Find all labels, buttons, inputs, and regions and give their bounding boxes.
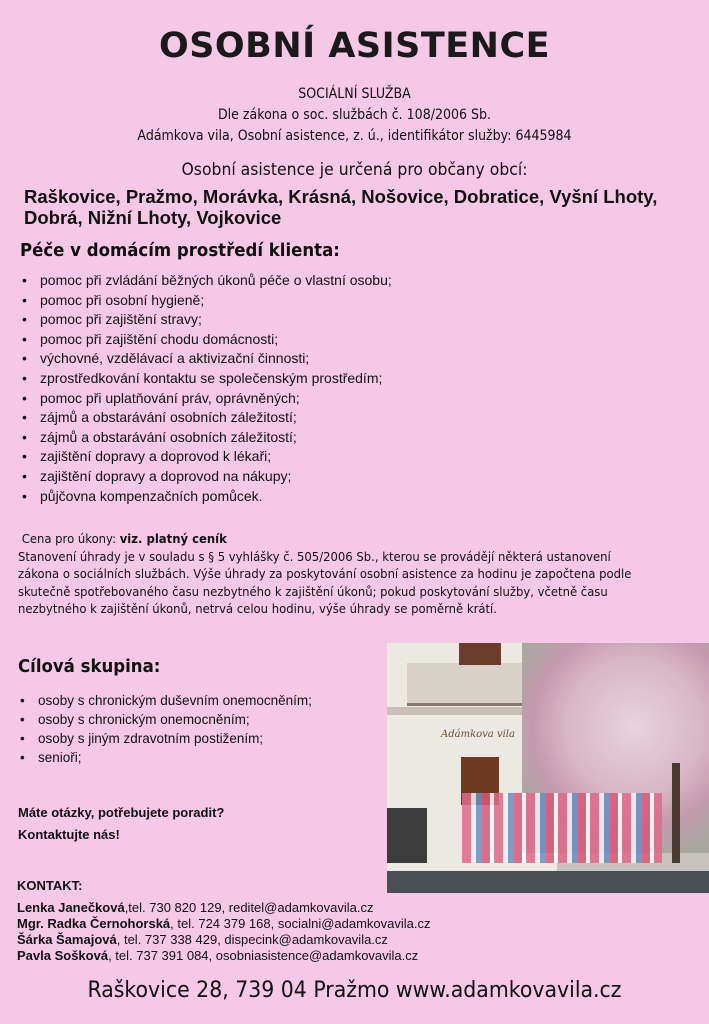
- contact-row: [17, 948, 431, 964]
- contact-name: Lenka Janečková: [17, 900, 125, 915]
- law-reference: Dle zákona o soc. službách č. 108/2006 Sb.: [217, 107, 492, 123]
- contact-section: [17, 878, 431, 964]
- list-item: • pomoc při uplatňování práv, oprávněných;: [20, 389, 392, 409]
- building-photo: [387, 643, 709, 893]
- questions-line: Máte otázky, potřebujete poradit?: [18, 805, 225, 820]
- target-list: [18, 691, 312, 767]
- list-item: • pomoc při zajištění stravy;: [20, 310, 392, 330]
- list-item: • pomoc při osobní hygieně;: [20, 291, 392, 311]
- list-item: • zajištění dopravy a doprovod k lékaři;: [20, 447, 392, 467]
- list-item: • senioři;: [18, 748, 312, 767]
- list-item: • zájmů a obstarávání osobních záležitostí;: [20, 408, 392, 428]
- price-label: Cena pro úkony:: [21, 531, 120, 546]
- photo-sign: Adámkova vila: [441, 729, 515, 740]
- list-item: • výchovné, vzdělávací a aktivizační činnosti;: [20, 349, 392, 369]
- contact-details: ,tel. 730 820 129, reditel@adamkovavila.cz: [124, 900, 374, 915]
- intro-text: Osobní asistence je určená pro občany obcí:: [181, 160, 528, 180]
- list-item: • pomoc při zajištění chodu domácnosti;: [20, 330, 392, 350]
- list-item: • zajištění dopravy a doprovod na nákupy;: [20, 467, 392, 487]
- contact-us: Kontaktujte nás!: [18, 827, 120, 842]
- contact-name: Pavla Sošková: [17, 948, 109, 963]
- price-value: viz. platný ceník: [119, 531, 227, 546]
- contact-details: , tel. 737 338 429, dispecink@adamkovavila.cz: [116, 932, 388, 947]
- contact-row: [17, 932, 431, 948]
- price-text: Stanovení úhrady je v souladu s § 5 vyhlášky č. 505/2006 Sb., kterou se provádějí některá ustanovení zákona o sociálních službách. Výše úhrady za poskytování osobní asistence za hodinu je započtena podle skutečně spotřebovaného času nezbytného k zajištění úkonů; pokud poskytování služby, včetně času nezbytného k zajištění úkonů, netrvá celou hodinu, výše úhrady se poměrně krátí.: [18, 548, 632, 616]
- care-list: [20, 271, 392, 506]
- towns-line: Raškovice, Pražmo, Morávka, Krásná, Nošovice, Dobratice, Vyšní Lhoty,: [24, 186, 658, 207]
- list-item: • osoby s chronickým onemocněním;: [18, 710, 312, 729]
- contact-row: [17, 916, 431, 932]
- questions: [18, 802, 224, 846]
- footer-address: Raškovice 28, 739 04 Pražmo www.adamkovavila.cz: [87, 978, 622, 1003]
- service-type: SOCIÁLNÍ SLUŽBA: [298, 86, 411, 102]
- provider-info: Adámkova vila, Osobní asistence, z. ú., identifikátor služby: 6445984: [137, 128, 572, 144]
- towns-list: [24, 186, 704, 228]
- list-item: • pomoc při zvládání běžných úkonů péče o vlastní osobu;: [20, 271, 392, 291]
- target-section: [18, 656, 312, 767]
- care-section: [20, 240, 392, 506]
- contact-name: Mgr. Radka Černohorská: [17, 916, 171, 931]
- list-item: • zájmů a obstarávání osobních záležitostí;: [20, 428, 392, 448]
- list-item: • zprostředkování kontaktu se společenským prostředím;: [20, 369, 392, 389]
- care-heading: Péče v domácím prostředí klienta:: [20, 240, 340, 261]
- list-item: • osoby s chronickým duševním onemocněním;: [18, 691, 312, 710]
- list-item: • osoby s jiným zdravotním postižením;: [18, 729, 312, 748]
- list-item: • půjčovna kompenzačních pomůcek.: [20, 487, 392, 507]
- contact-name: Šárka Šamajová: [17, 932, 117, 947]
- contact-row: [17, 900, 431, 916]
- price-section: [18, 530, 650, 618]
- towns-line: Dobrá, Nižní Lhoty, Vojkovice: [24, 207, 282, 228]
- target-heading: Cílová skupina:: [18, 656, 161, 677]
- contact-details: , tel. 737 391 084, osobniasistence@adamkovavila.cz: [108, 948, 419, 963]
- contact-heading: KONTAKT:: [17, 878, 83, 893]
- contact-details: , tel. 724 379 168, socialni@adamkovavila.cz: [170, 916, 431, 931]
- page-title: OSOBNÍ ASISTENCE: [158, 26, 551, 66]
